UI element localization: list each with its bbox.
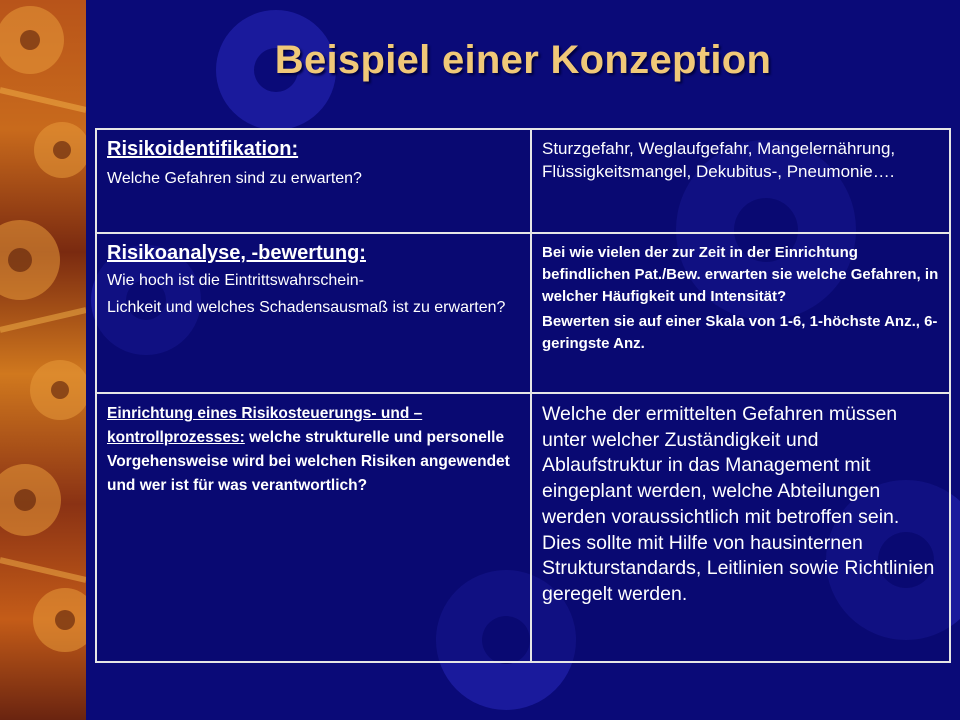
gear-strip-decoration: [0, 0, 86, 720]
row-answer: Bewerten sie auf einer Skala von 1-6, 1-höchste Anz., 6-geringste Anz.: [542, 313, 938, 352]
table-cell: [531, 233, 950, 393]
table-cell: [96, 233, 531, 393]
table-row: [96, 393, 950, 662]
concept-table: [95, 128, 951, 663]
slide-title: Beispiel einer Konzeption: [274, 38, 772, 82]
row-description: welche strukturelle und personelle Vorgehensweise wird bei welchen Risiken angewendet und wer ist für was verantwortlich?: [107, 429, 510, 495]
table-cell: [531, 129, 950, 233]
row-heading: Risikoidentifikation:: [107, 138, 299, 160]
row-description: Wie hoch ist die Eintrittswahrschein-: [107, 272, 364, 289]
table-cell: [531, 393, 950, 662]
gears-icon: [0, 0, 86, 720]
table-row: [96, 233, 950, 393]
row-heading-underlined: Einrichtung eines Risikosteuerungs- und –kontrollprozesses:: [107, 405, 423, 447]
table-cell: [96, 393, 531, 662]
row-answer: Sturzgefahr, Weglaufgefahr, Mangelernährung, Flüssigkeitsmangel, Dekubitus-, Pneumonie….: [542, 139, 896, 181]
row-answer: Welche der ermittelten Gefahren müssen unter welcher Zuständigkeit und Ablaufstruktur in das Management mit eingeplant werden, welche Abteilungen werden voraussichtlich mit betroffen sein. Dies sollte mit Hilfe von hausinternen Strukturstandards, Leitlinien sowie Richtlinien geregelt werden.: [542, 403, 935, 606]
row-heading-paragraph: [107, 402, 520, 498]
row-heading: Risikoanalyse, -bewertung:: [107, 242, 366, 264]
row-description: Lichkeit und welches Schadensausmaß ist zu erwarten?: [107, 298, 506, 316]
table-cell: [96, 129, 531, 233]
row-description: Welche Gefahren sind zu erwarten?: [107, 170, 362, 187]
table-row: [96, 129, 950, 233]
row-answer: Bei wie vielen der zur Zeit in der Einrichtung befindlichen Pat./Bew. erwarten sie welche Gefahren, in welcher Häufigkeit und Intensität?: [542, 244, 939, 305]
